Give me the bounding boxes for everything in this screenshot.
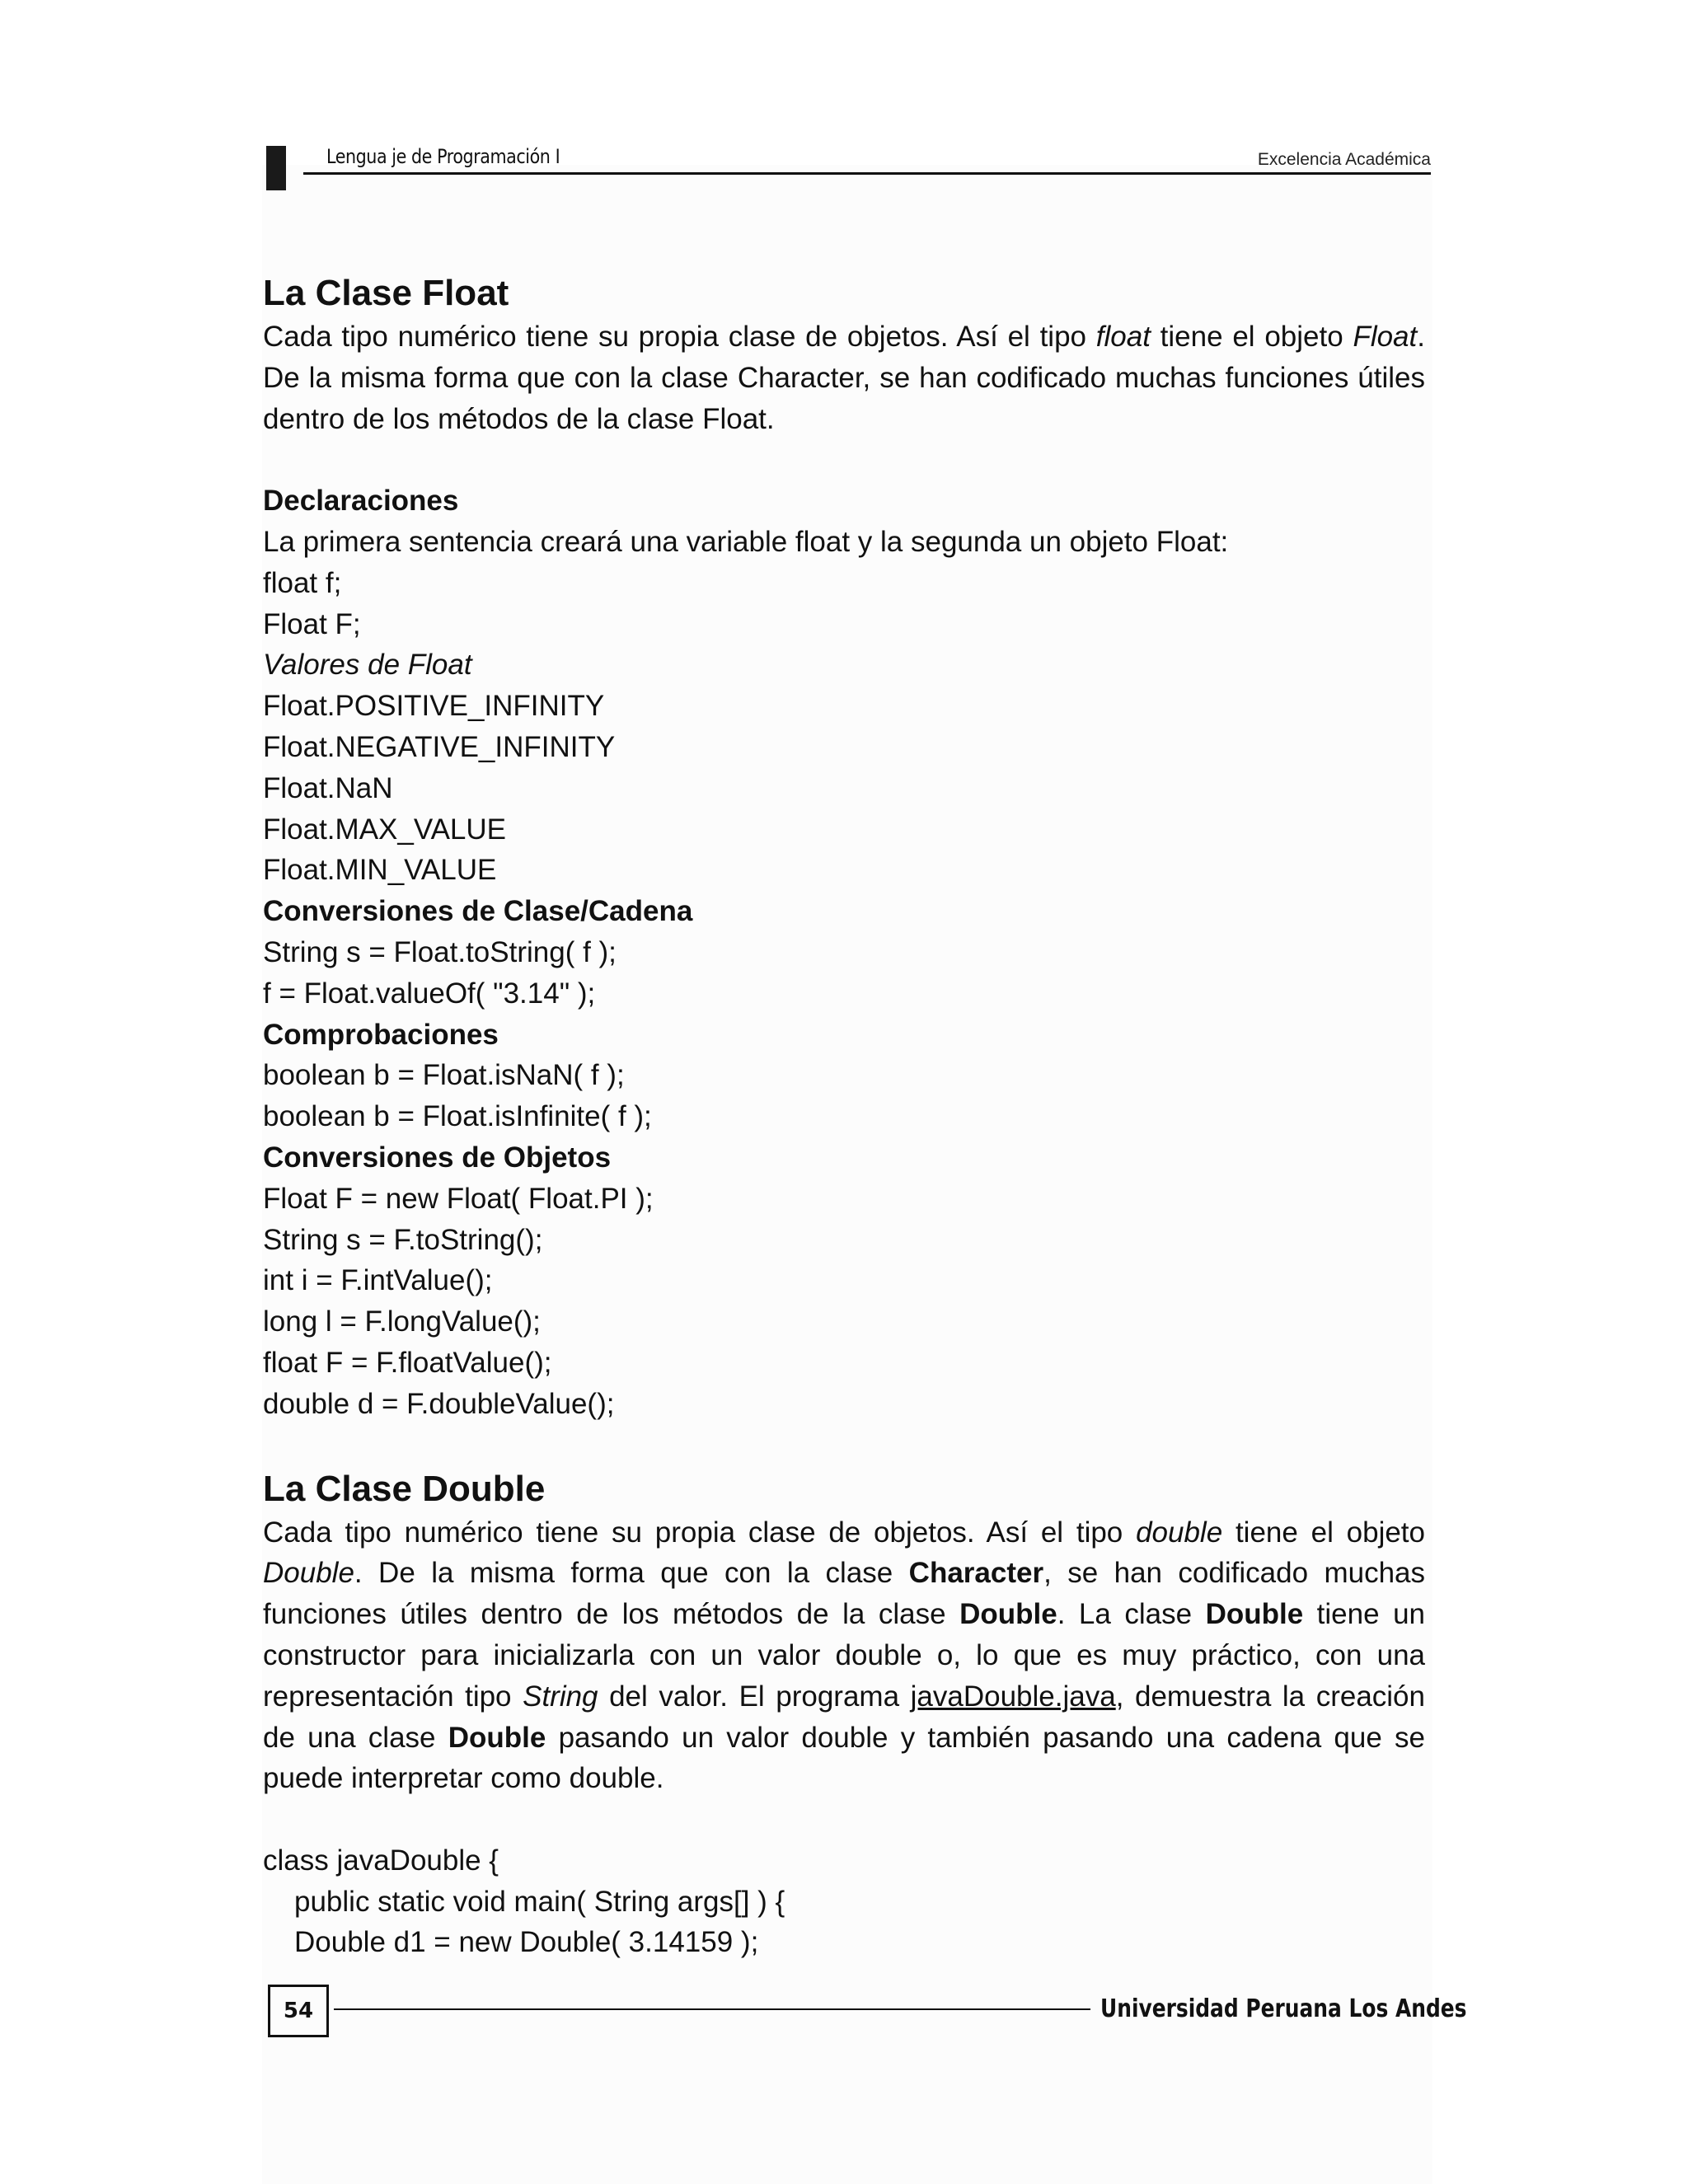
page-number: 54: [268, 1985, 329, 2037]
footer-university: Universidad Peruana Los Andes: [1100, 1994, 1467, 2023]
text-line: Double d1 = new Double( 3.14159 );: [294, 1926, 759, 1959]
section-title-double: La Clase Double: [263, 1468, 546, 1509]
text-line: Float F = new Float( Float.PI );: [263, 1182, 654, 1215]
text-line: La primera sentencia creará una variable float y la segunda un objeto Float:: [263, 525, 1229, 558]
text-run: , se han codificado muchas funciones útiles dentro de los métodos de la clase: [263, 1557, 1425, 1631]
subheading: Declaraciones: [263, 485, 459, 518]
header-right-text: Excelencia Académica: [1257, 150, 1431, 169]
text-line: Valores de Float: [263, 649, 472, 682]
spacer: [263, 1799, 1425, 1840]
header-title: Lengua je de Programación I: [326, 145, 560, 168]
text-line: Float.MAX_VALUE: [263, 813, 507, 846]
text-line: Float.NaN: [263, 771, 393, 804]
subheading: Conversiones de Clase/Cadena: [263, 895, 693, 928]
text-run: Character: [908, 1557, 1044, 1590]
text-run: Double: [1205, 1598, 1304, 1631]
text-run: tiene un constructor para inicializarla con un valor double o, lo que es muy práctico, con una representación tipo: [263, 1598, 1425, 1713]
text-line: boolean b = Float.isInfinite( f );: [263, 1100, 652, 1133]
text-run: . De la misma forma que con la clase: [354, 1557, 909, 1590]
header-marker: [266, 146, 286, 190]
text-run: Double: [263, 1557, 354, 1590]
text-line: public static void main( String args[] ) {: [294, 1885, 785, 1918]
text-line: String s = Float.toString( f );: [263, 935, 617, 968]
text-run: javaDouble.java: [910, 1680, 1116, 1713]
spacer: [263, 439, 1425, 480]
text-line: Float.MIN_VALUE: [263, 854, 497, 887]
text-line: float F = F.floatValue();: [263, 1346, 552, 1379]
text-line: double d = F.doubleValue();: [263, 1387, 615, 1420]
float-intro-paragraph: [263, 316, 1425, 439]
document-body: [263, 272, 1425, 1963]
text-line: class javaDouble {: [263, 1844, 499, 1877]
subheading: Comprobaciones: [263, 1018, 499, 1051]
text-run: del valor. El programa: [598, 1680, 911, 1713]
text-run: Double: [448, 1721, 546, 1754]
text-run: Float: [1353, 321, 1418, 353]
text-run: String: [523, 1680, 598, 1713]
text-line: Float F;: [263, 607, 361, 640]
header-rule: [303, 172, 1431, 175]
text-run: float: [1095, 321, 1151, 353]
text-run: tiene el objeto: [1150, 321, 1353, 353]
text-line: int i = F.intValue();: [263, 1264, 493, 1297]
text-run: . De la misma forma que con la clase Character, se han codificado muchas funciones útiles dentro de los métodos de la clase Float.: [263, 321, 1425, 435]
text-run: Double: [959, 1598, 1057, 1631]
text-line: float f;: [263, 566, 342, 599]
text-line: Float.NEGATIVE_INFINITY: [263, 730, 616, 763]
text-run: . La clase: [1057, 1598, 1206, 1631]
double-code: [263, 1840, 1425, 1963]
text-run: Cada tipo numérico tiene su propia clase de objetos. Así el tipo: [263, 321, 1096, 353]
subheading: Conversiones de Objetos: [263, 1141, 612, 1174]
float-lines: [263, 480, 1425, 1424]
double-intro-paragraph: [263, 1512, 1425, 1800]
text-line: String s = F.toString();: [263, 1223, 543, 1256]
text-line: boolean b = Float.isNaN( f );: [263, 1059, 625, 1092]
text-run: , demuestra la creación de una clase: [263, 1680, 1425, 1754]
text-run: tiene el objeto: [1222, 1516, 1425, 1549]
spacer: [263, 1425, 1425, 1446]
text-run: pasando un valor double y también pasando una cadena que se puede interpretar como double.: [263, 1721, 1425, 1795]
text-line: f = Float.valueOf( "3.14" );: [263, 977, 596, 1010]
spacer: [263, 1446, 1425, 1468]
text-line: Float.POSITIVE_INFINITY: [263, 690, 605, 723]
text-run: double: [1136, 1516, 1223, 1549]
footer-rule: [334, 2008, 1090, 2010]
section-title-float: La Clase Float: [263, 273, 509, 313]
text-line: long l = F.longValue();: [263, 1305, 541, 1338]
text-run: Cada tipo numérico tiene su propia clase de objetos. Así el tipo: [263, 1516, 1137, 1549]
